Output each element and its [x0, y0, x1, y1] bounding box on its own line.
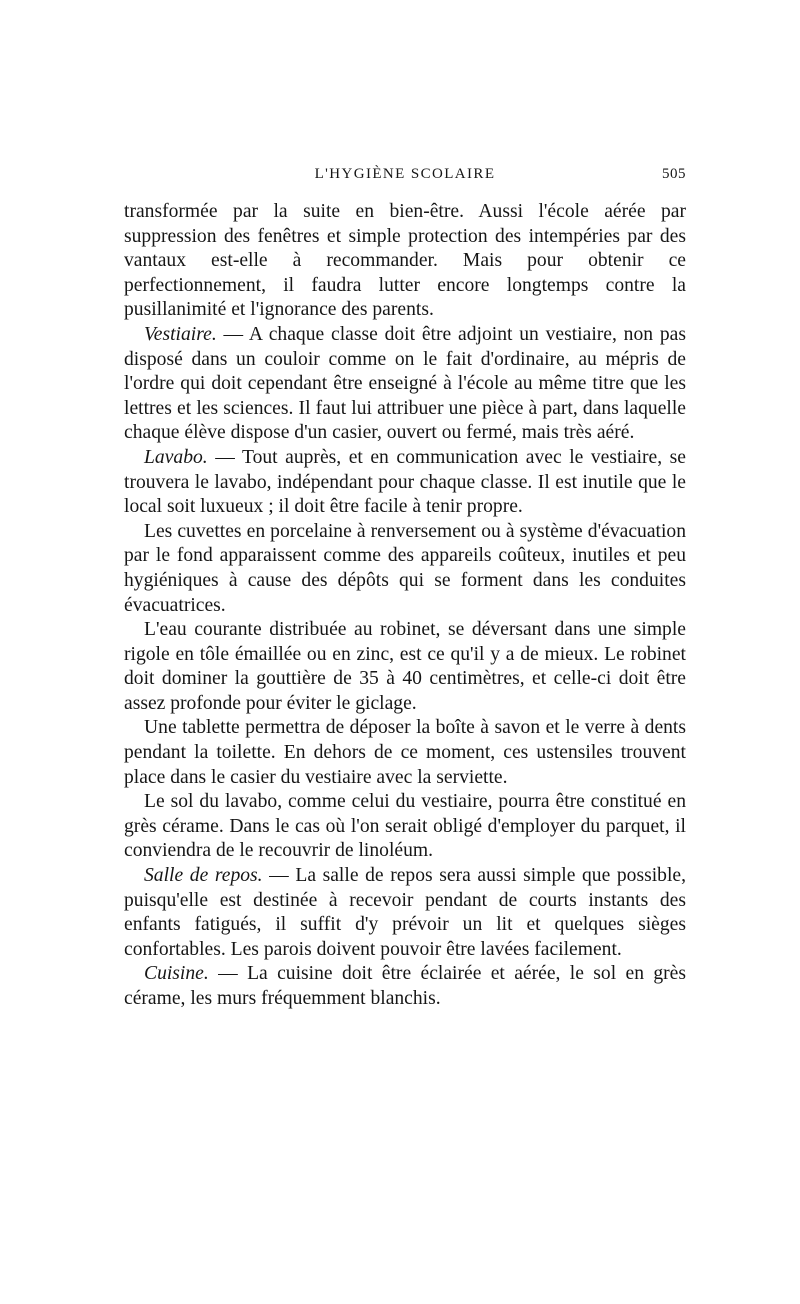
- paragraph-continuation: [124, 200, 686, 323]
- book-page: [124, 166, 686, 1012]
- page-number: 505: [662, 166, 686, 182]
- paragraph-text: — La salle de repos sera aussi simple que possible, puisqu'elle est destinée à recevoir pendant de courts instants des enfants fatigués, il suffit d'y prévoir un lit et quelques sièges confortables. Les parois doivent pouvoir être lavées facilement.: [124, 865, 686, 960]
- paragraph-text: — Tout auprès, et en communication avec le vestiaire, se trouvera le lavabo, indépendant pour chaque classe. Il est inutile que le local soit luxueux ; il doit être facile à tenir propre.: [124, 446, 686, 518]
- paragraph-cuvettes: [124, 520, 686, 618]
- paragraph-eau-courante: [124, 618, 686, 716]
- paragraph-text: — La cuisine doit être éclairée et aérée, le sol en grès cérame, les murs fréquemment blanchis.: [124, 963, 686, 1009]
- paragraph-cuisine: [124, 962, 686, 1011]
- paragraph-text: Une tablette permettra de déposer la boîte à savon et le verre à dents pendant la toilette. En dehors de ce moment, ces ustensiles trouvent place dans le casier du vestiaire avec la serviette.: [124, 717, 686, 788]
- running-title: L'HYGIÈNE SCOLAIRE: [314, 166, 496, 182]
- section-heading-cuisine: Cuisine.: [144, 963, 209, 985]
- paragraph-text: Les cuvettes en porcelaine à renversement ou à système d'évacuation par le fond apparaissent comme des appareils coûteux, inutiles et peu hygiéniques à cause des dépôts qui se forment dans les conduites évacuatrices.: [124, 520, 686, 616]
- paragraph-text: L'eau courante distribuée au robinet, se déversant dans une simple rigole en tôle émaillée ou en zinc, est ce qu'il y a de mieux. Le robinet doit dominer la gouttière de 35 à 40 centimètres, et celle-ci doit être assez profonde pour éviter le giclage.: [124, 619, 686, 714]
- running-header: [124, 166, 686, 190]
- paragraph-sol-lavabo: [124, 790, 686, 864]
- paragraph-lavabo: [124, 446, 686, 520]
- body-text: [124, 200, 686, 1012]
- paragraph-text: transformée par la suite en bien-être. Aussi l'école aérée par suppression des fenêtres et simple protection des intempéries par des vantaux est-elle à recommander. Mais pour obtenir ce perfectionnement, il faudra lutter encore longtemps contre la pusillanimité et l'ignorance des parents.: [124, 201, 686, 321]
- paragraph-salle-de-repos: [124, 864, 686, 962]
- paragraph-vestiaire: [124, 323, 686, 446]
- section-heading-lavabo: Lavabo.: [144, 446, 208, 468]
- paragraph-tablette: [124, 716, 686, 790]
- section-heading-salle-de-repos: Salle de repos.: [144, 865, 263, 887]
- paragraph-text: — A chaque classe doit être adjoint un vestiaire, non pas disposé dans un couloir comme on le fait d'ordinaire, au mépris de l'ordre qui doit cependant être enseigné à l'école au même titre que les lettres et les sciences. Il faut lui attribuer une pièce à part, dans laquelle chaque élève dispose d'un casier, ouvert ou fermé, mais très aéré.: [124, 323, 686, 444]
- paragraph-text: Le sol du lavabo, comme celui du vestiaire, pourra être constitué en grès cérame. Dans le cas où l'on serait obligé d'employer du parquet, il conviendra de le recouvrir de linoléum.: [124, 791, 686, 862]
- section-heading-vestiaire: Vestiaire.: [144, 323, 217, 345]
